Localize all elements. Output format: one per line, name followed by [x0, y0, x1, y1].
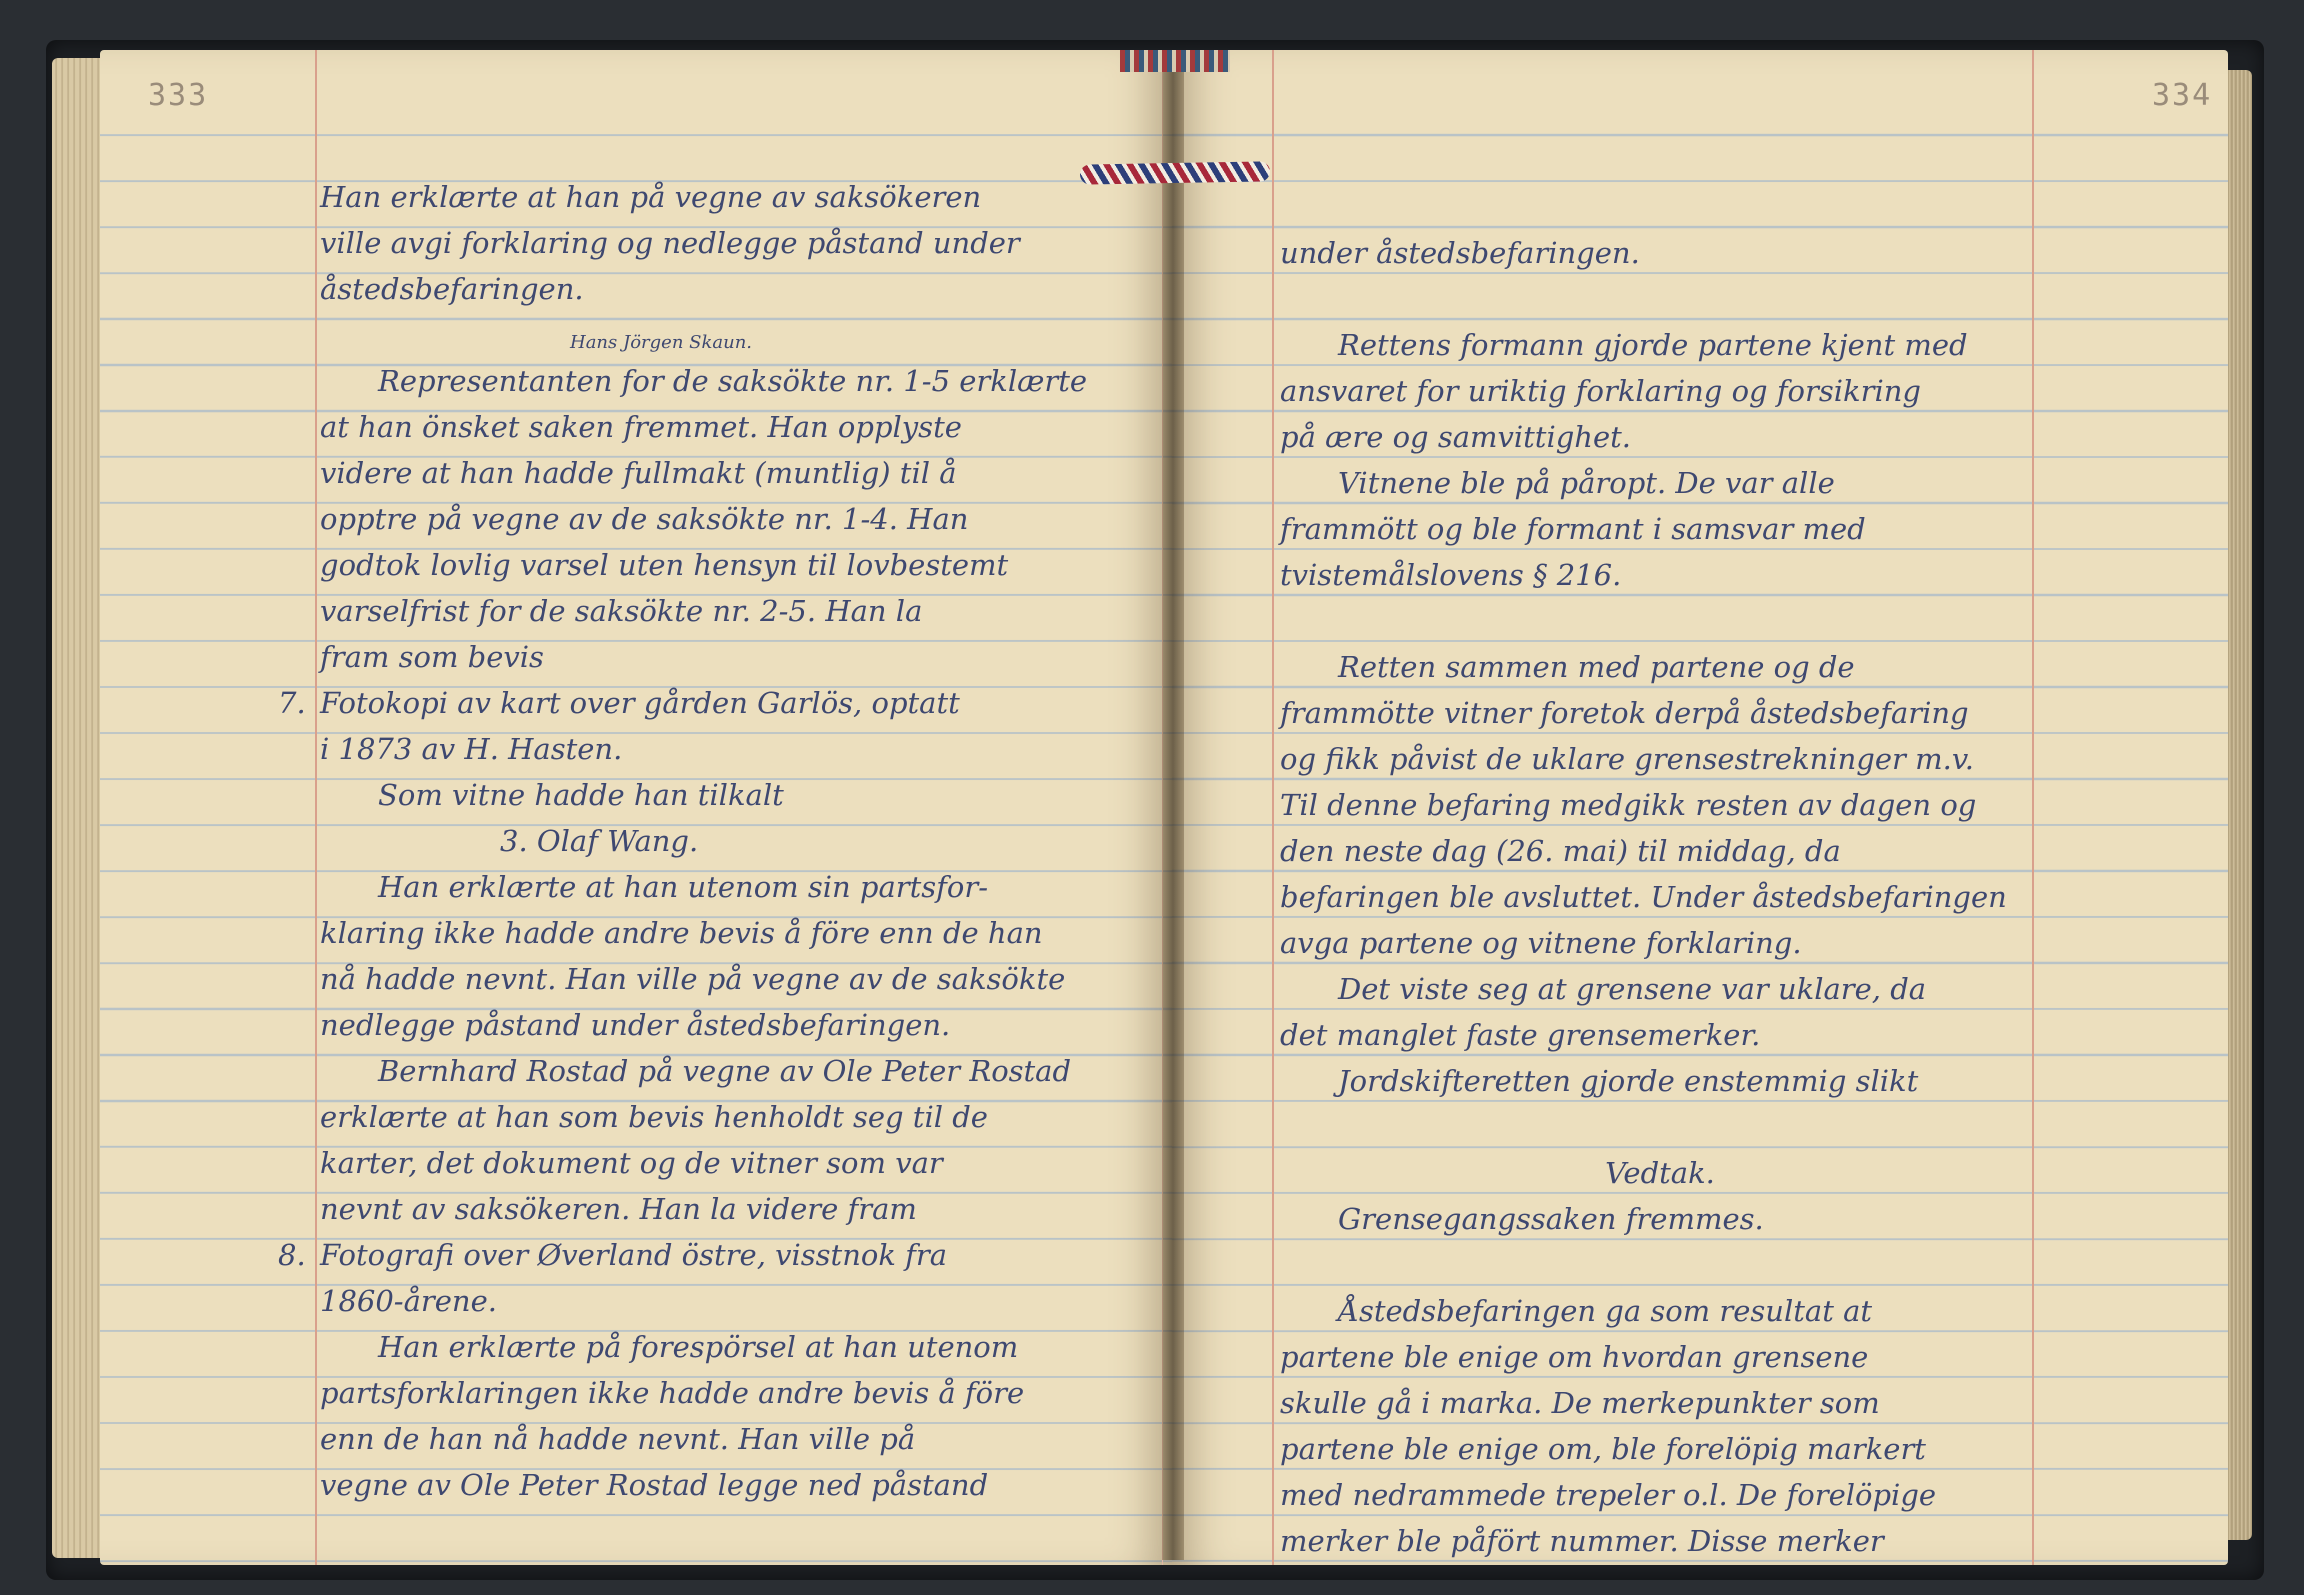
text-line: klaring ikke hadde andre bevis å före enn de han	[320, 916, 1043, 950]
text-line: opptre på vegne av de saksökte nr. 1-4. Han	[320, 502, 969, 536]
text-line: partene ble enige om hvordan grensene	[1280, 1340, 1869, 1374]
text-line: avga partene og vitnene forklaring.	[1280, 926, 1802, 960]
text-line: Som vitne hadde han tilkalt	[378, 778, 784, 812]
bookmark-cord	[1080, 161, 1270, 184]
right-page-text	[1280, 230, 2040, 1564]
item-number: 7.	[278, 686, 306, 720]
text-line: Han erklærte at han utenom sin partsfor-	[378, 870, 989, 904]
left-page	[100, 50, 1172, 1565]
text-line: Åstedsbefaringen ga som resultat at	[1338, 1294, 1873, 1328]
text-line: befaringen ble avsluttet. Under åstedsbefaringen	[1280, 880, 2007, 914]
page-number-left: 333	[148, 78, 209, 113]
text-line: ville avgi forklaring og nedlegge påstand under	[320, 226, 1020, 260]
text-line: partene ble enige om, ble forelöpig markert	[1280, 1432, 1926, 1466]
text-line: under åstedsbefaringen.	[1280, 236, 1640, 270]
left-page-text	[278, 174, 1160, 1508]
text-line: Til denne befaring medgikk resten av dagen og	[1280, 788, 1977, 822]
text-line: ansvaret for uriktig forklaring og forsikring	[1280, 374, 1921, 408]
text-line: varselfrist for de saksökte nr. 2-5. Han la	[320, 594, 923, 628]
left-margin-rule	[315, 50, 317, 1565]
text-line: enn de han nå hadde nevnt. Han ville på	[320, 1422, 916, 1456]
text-line: erklærte at han som bevis henholdt seg til de	[320, 1100, 988, 1134]
text-line	[1280, 598, 2040, 644]
text-line: at han önsket saken fremmet. Han opplyste	[320, 410, 962, 444]
text-line	[320, 312, 1160, 358]
text-line-content: Fotografi over Øverland östre, visstnok fra	[320, 1238, 948, 1272]
text-line	[278, 1232, 1160, 1278]
section-heading: Vedtak.	[1605, 1156, 1715, 1190]
text-line: vegne av Ole Peter Rostad legge ned påstand	[320, 1468, 989, 1502]
text-line: åstedsbefaringen.	[320, 272, 584, 306]
text-line: Han erklærte at han på vegne av saksökeren	[320, 180, 982, 214]
text-line: og fikk påvist de uklare grensestrekninger m.v.	[1280, 742, 1974, 776]
right-margin-rule	[1272, 50, 1274, 1565]
text-line: videre at han hadde fullmakt (muntlig) til å	[320, 456, 957, 490]
book-spine	[1162, 60, 1184, 1560]
right-page	[1172, 50, 2228, 1565]
text-line: Rettens formann gjorde partene kjent med	[1338, 328, 1968, 362]
text-line: tvistemålslovens § 216.	[1280, 558, 1622, 592]
headband	[1120, 50, 1230, 72]
text-line: på ære og samvittighet.	[1280, 420, 1632, 454]
page-number-right: 334	[2152, 78, 2213, 113]
inserted-name: Hans Jörgen Skaun.	[570, 332, 753, 353]
text-line: med nedrammede trepeler o.l. De forelöpige	[1280, 1478, 1937, 1512]
text-line: skulle gå i marka. De merkepunkter som	[1280, 1386, 1880, 1420]
text-line: nedlegge påstand under åstedsbefaringen.	[320, 1008, 951, 1042]
text-line: Bernhard Rostad på vegne av Ole Peter Rostad	[378, 1054, 1072, 1088]
text-line: Retten sammen med partene og de	[1338, 650, 1855, 684]
text-line: frammött og ble formant i samsvar med	[1280, 512, 1866, 546]
text-line	[1280, 1104, 2040, 1150]
text-line: Representanten for de saksökte nr. 1-5 erklærte	[378, 364, 1088, 398]
text-line: godtok lovlig varsel uten hensyn til lovbestemt	[320, 548, 1009, 582]
text-line: den neste dag (26. mai) til middag, da	[1280, 834, 1841, 868]
text-line	[1280, 1242, 2040, 1288]
text-line: karter, det dokument og de vitner som var	[320, 1146, 943, 1180]
text-line	[1280, 276, 2040, 322]
text-line: 3. Olaf Wang.	[500, 824, 699, 858]
text-line: Jordskifteretten gjorde enstemmig slikt	[1338, 1064, 1919, 1098]
text-line: partsforklaringen ikke hadde andre bevis å före	[320, 1376, 1025, 1410]
text-line	[278, 680, 1160, 726]
text-line: Grensegangssaken fremmes.	[1338, 1202, 1764, 1236]
text-line: frammötte vitner foretok derpå åstedsbefaring	[1280, 696, 1969, 730]
text-line: nå hadde nevnt. Han ville på vegne av de saksökte	[320, 962, 1066, 996]
item-number: 8.	[278, 1238, 306, 1272]
text-line: i 1873 av H. Hasten.	[320, 732, 623, 766]
text-line: Vitnene ble på påropt. De var alle	[1338, 466, 1835, 500]
text-line: Det viste seg at grensene var uklare, da	[1338, 972, 1927, 1006]
text-line-content: Fotokopi av kart over gården Garlös, optatt	[320, 686, 960, 720]
text-line: det manglet faste grensemerker.	[1280, 1018, 1761, 1052]
text-line: fram som bevis	[320, 640, 544, 674]
text-line: nevnt av saksökeren. Han la videre fram	[320, 1192, 917, 1226]
text-line: merker ble påfört nummer. Disse merker	[1280, 1524, 1884, 1558]
text-line: 1860-årene.	[320, 1284, 497, 1318]
text-line: Han erklærte på forespörsel at han utenom	[378, 1330, 1019, 1364]
